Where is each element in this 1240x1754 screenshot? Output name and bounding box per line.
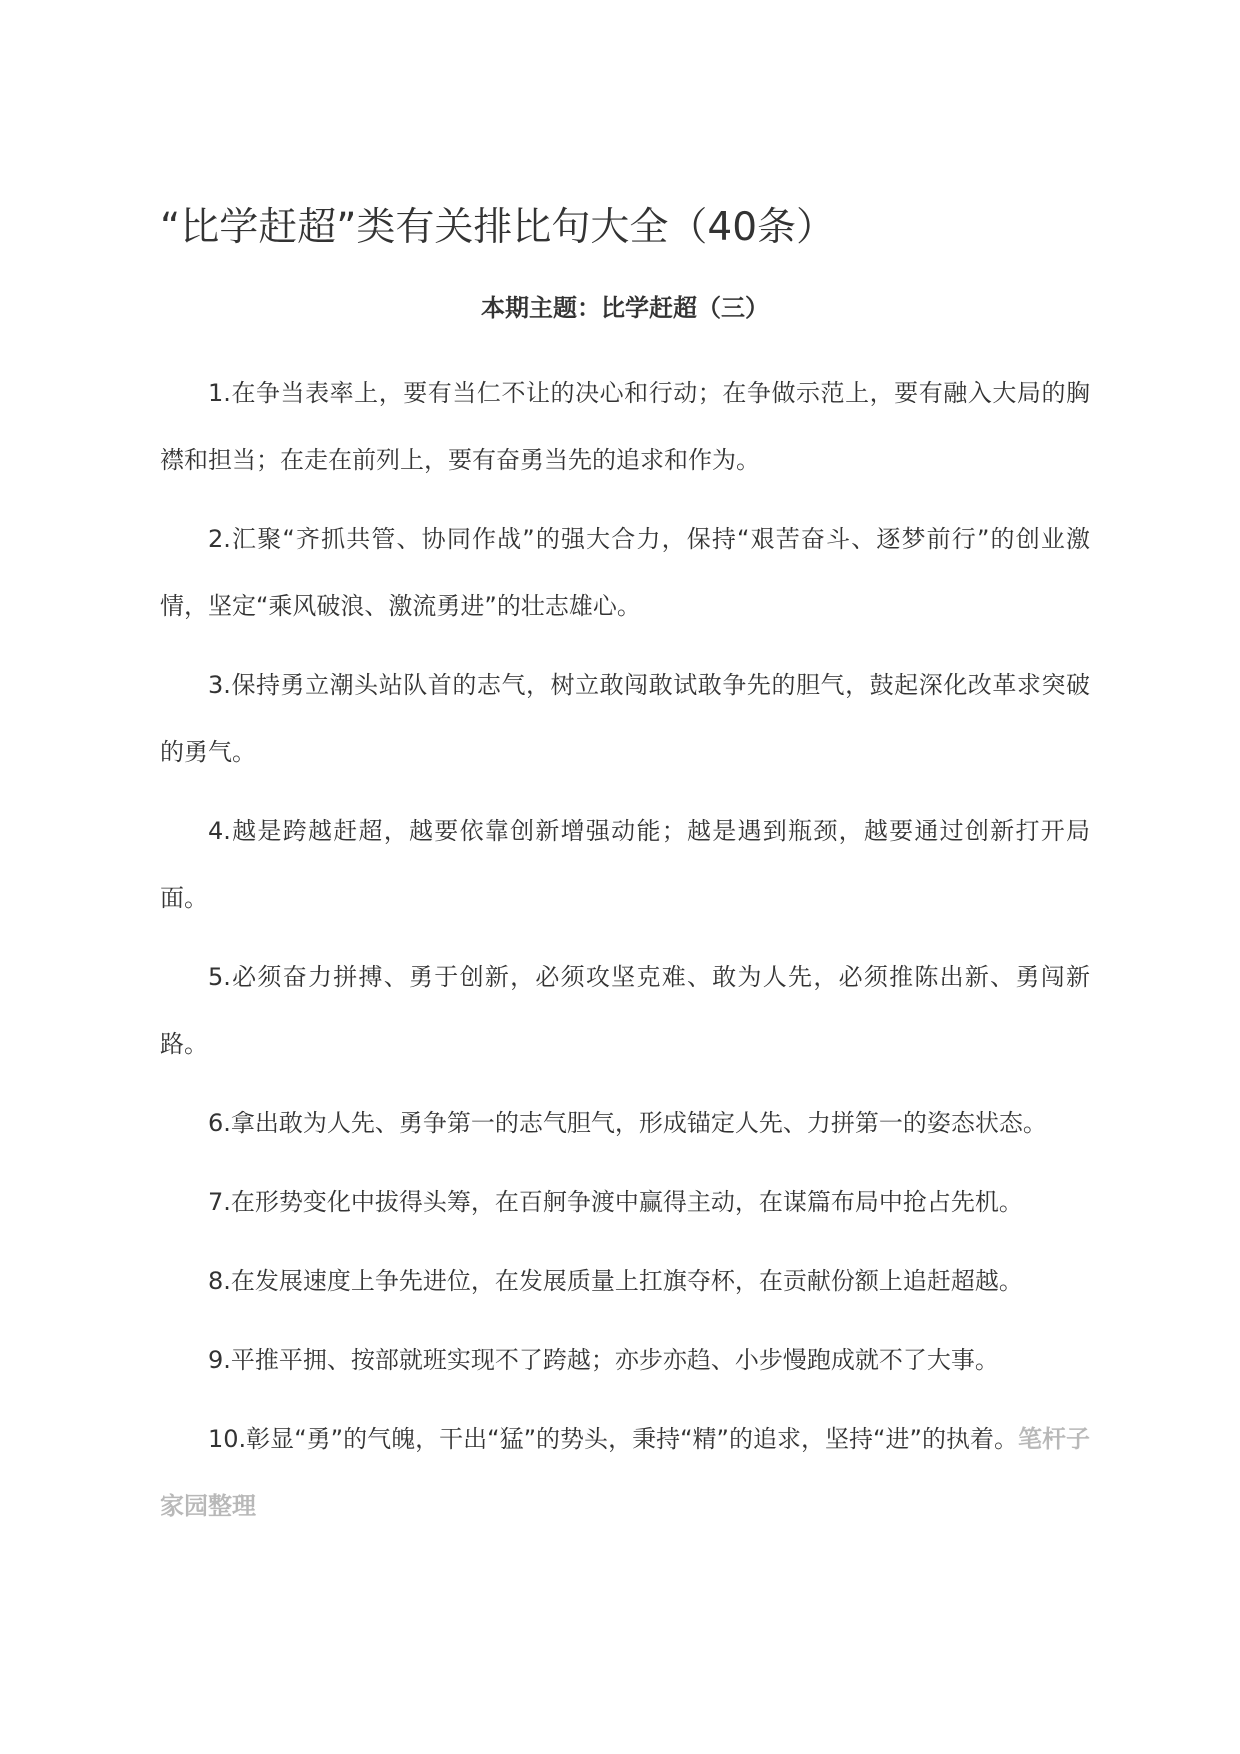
list-item-text: 10.彰显“勇”的气魄，干出“猛”的势头，秉持“精”的追求，坚持“进”的执着。 [208,1425,1018,1453]
list-item [160,360,1090,494]
document-title: “比学赶超”类有关排比句大全（40条） [160,205,836,250]
list-item-text: 8.在发展速度上争先进位，在发展质量上扛旗夺杯，在贡献份额上追赶超越。 [208,1267,1023,1295]
list-item-text: 1.在争当表率上，要有当仁不让的决心和行动；在争做示范上，要有融入大局的胸襟和担当；在走在前列上，要有奋勇当先的追求和作为。 [160,379,1090,474]
list-item [160,1169,1090,1236]
list-item [160,652,1090,786]
list-item [160,1090,1090,1157]
list-item [160,1248,1090,1315]
list-item-text: 6.拿出敢为人先、勇争第一的志气胆气，形成锚定人先、力拼第一的姿态状态。 [208,1109,1047,1137]
list-item [160,944,1090,1078]
list-item-text: 7.在形势变化中拔得头筹，在百舸争渡中赢得主动，在谋篇布局中抢占先机。 [208,1188,1023,1216]
list-item-text: 4.越是跨越赶超，越要依靠创新增强动能；越是遇到瓶颈，越要通过创新打开局面。 [160,817,1090,912]
list-item-text: 9.平推平拥、按部就班实现不了跨越；亦步亦趋、小步慢跑成就不了大事。 [208,1346,999,1374]
list-item [160,1327,1090,1394]
list-item [160,798,1090,932]
sentence-list [160,360,1090,1552]
list-item-text: 5.必须奋力拼搏、勇于创新，必须攻坚克难、敢为人先，必须推陈出新、勇闯新路。 [160,963,1090,1058]
document-page [160,0,1090,1754]
list-item-text: 3.保持勇立潮头站队首的志气，树立敢闯敢试敢争先的胆气，鼓起深化改革求突破的勇气。 [160,671,1090,766]
list-item-text: 2.汇聚“齐抓共管、协同作战”的强大合力，保持“艰苦奋斗、逐梦前行”的创业激情，坚定“乘风破浪、激流勇进”的壮志雄心。 [160,525,1090,620]
document-subtitle: 本期主题：比学赶超（三） [481,294,769,322]
list-item [160,1406,1090,1540]
watermark-text: 笔杆子家园整理 [160,1425,1091,1520]
list-item [160,506,1090,640]
